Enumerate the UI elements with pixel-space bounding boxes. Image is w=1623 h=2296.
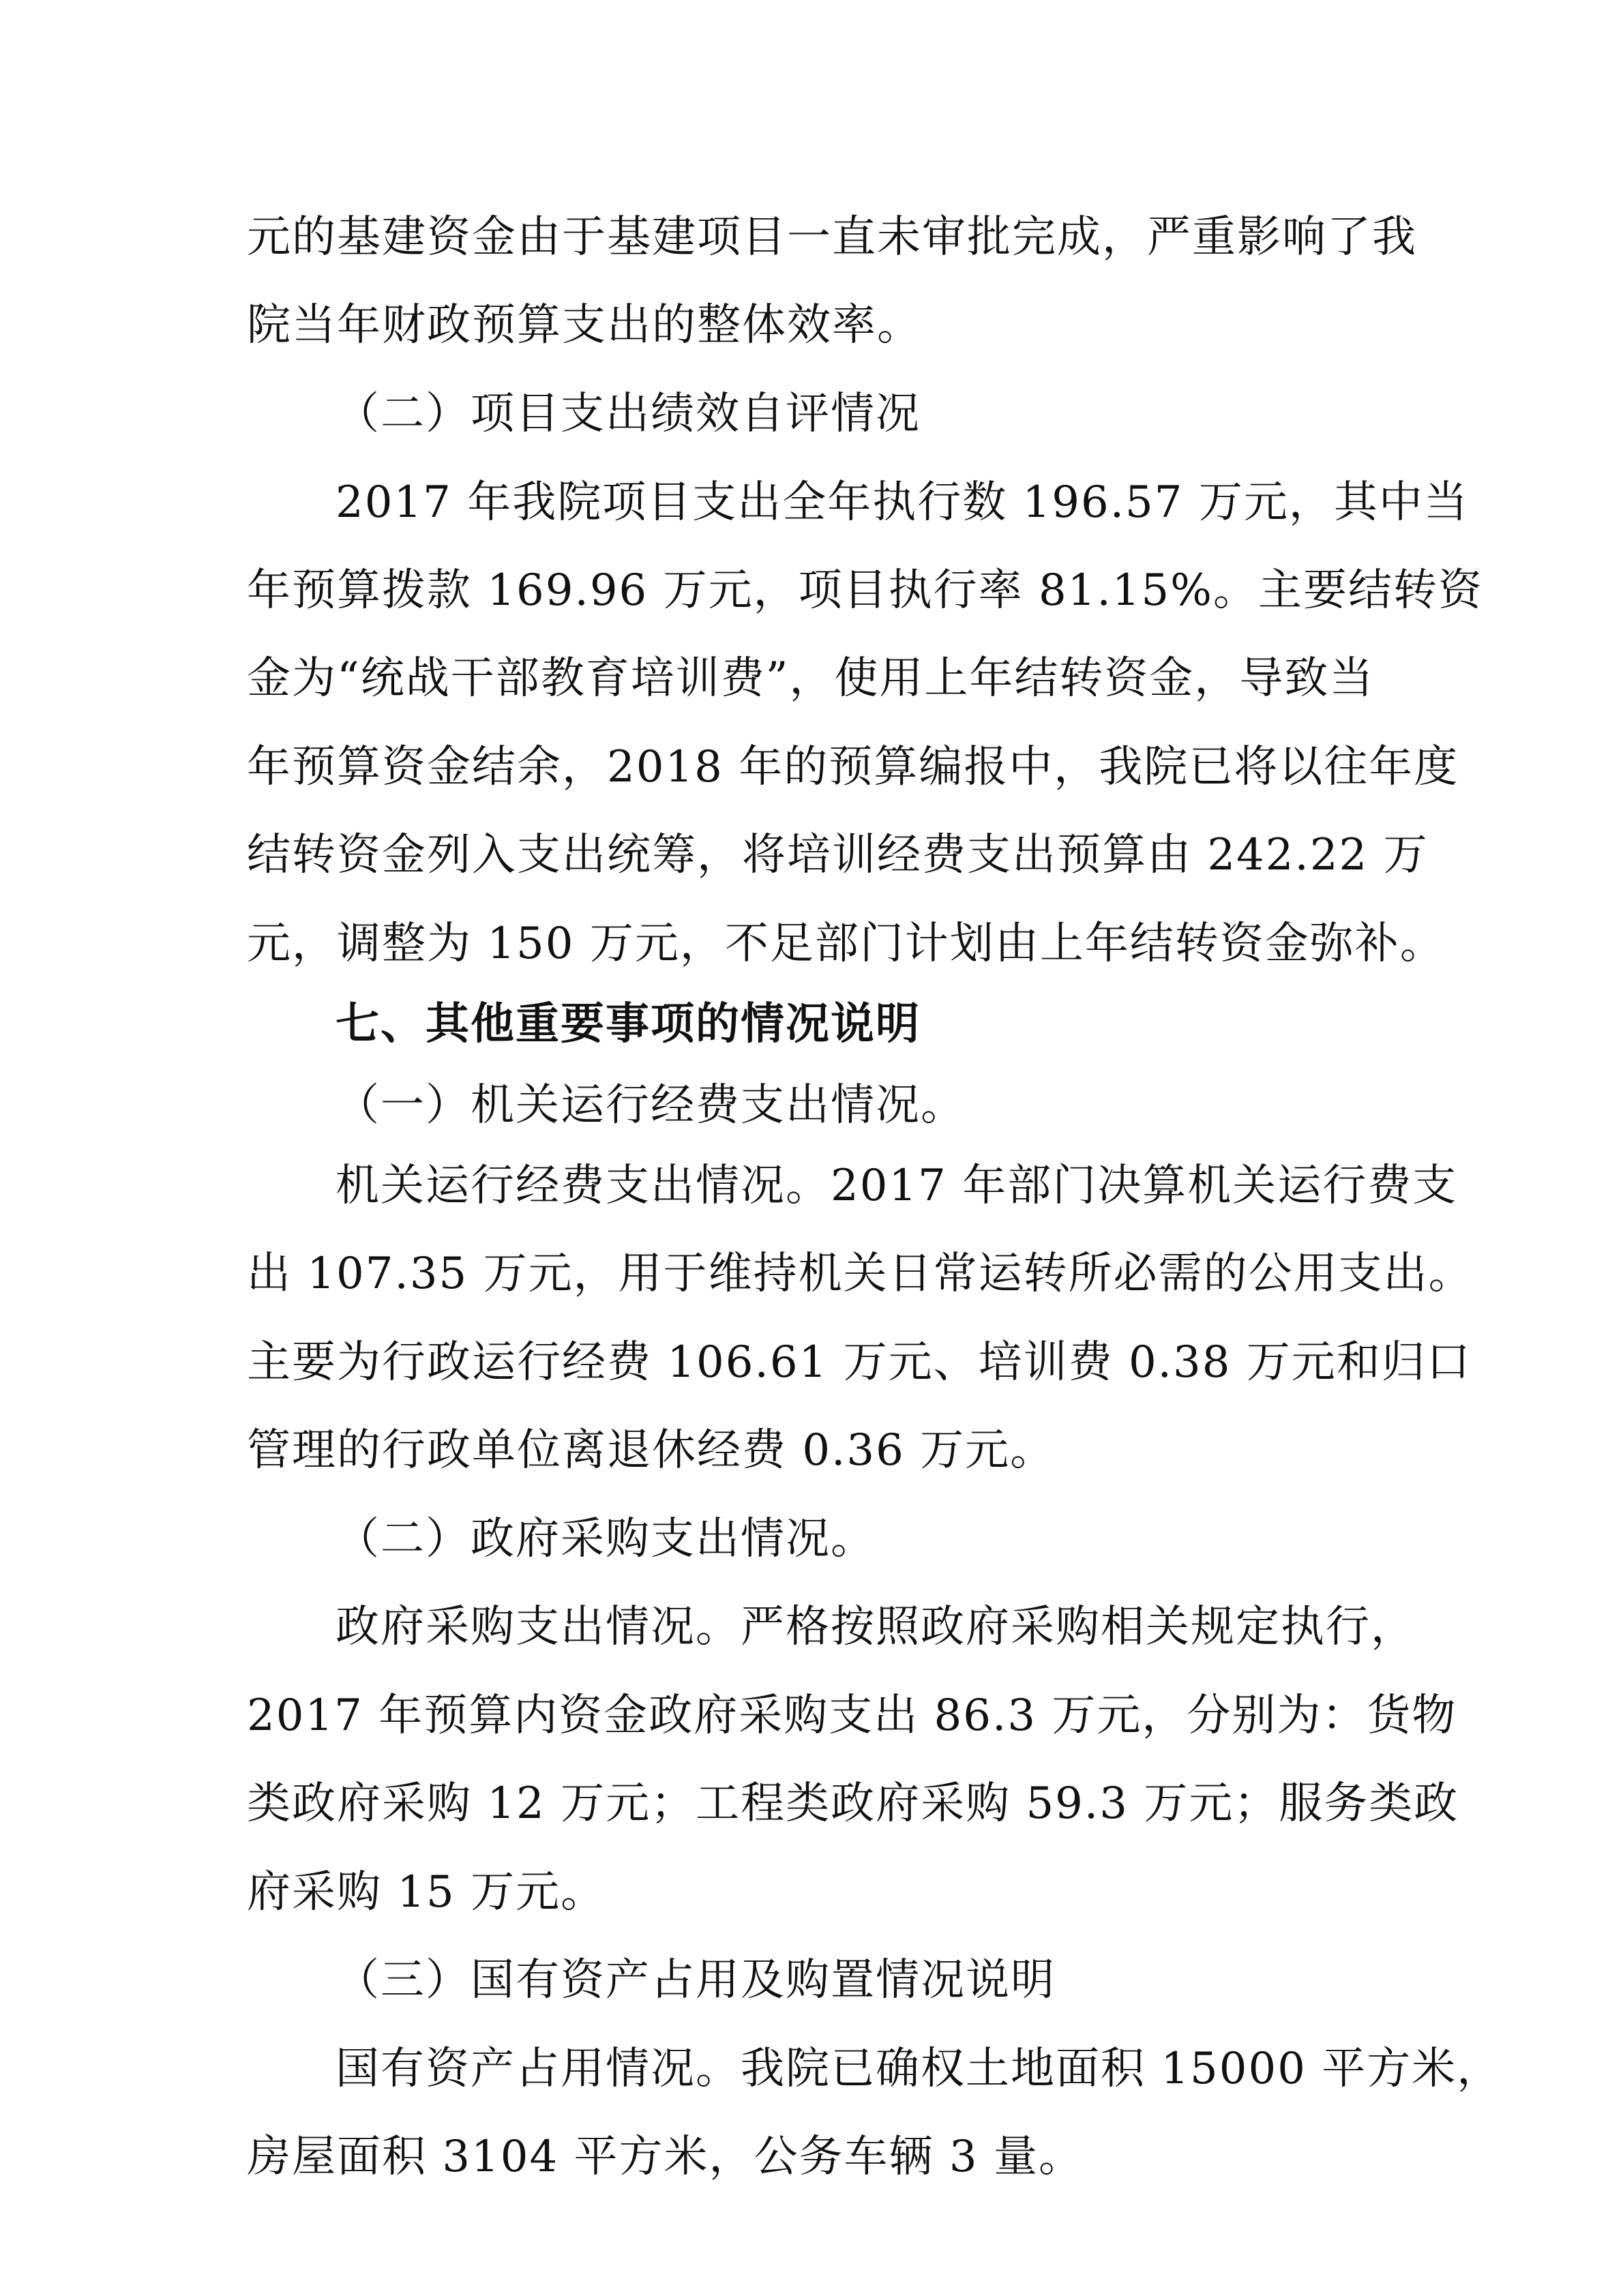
paragraph-line: 出 107.35 万元，用于维持机关日常运转所必需的公用支出。: [247, 1249, 1474, 1299]
paragraph-line: 年预算资金结余，2018 年的预算编报中，我院已将以往年度: [247, 742, 1459, 792]
paragraph-line: 元的基建资金由于基建项目一直未审批完成，严重影响了我: [247, 212, 1417, 263]
paragraph-line: 年预算拨款 169.96 万元，项目执行率 81.15%。主要结转资: [247, 565, 1483, 616]
paragraph-line: 政府采购支出情况。严格按照政府采购相关规定执行，: [336, 1602, 1416, 1652]
paragraph-line: 结转资金列入支出统筹，将培训经费支出预算由 242.22 万: [247, 830, 1429, 880]
paragraph-line: 府采购 15 万元。: [247, 1867, 606, 1918]
section-subheading: （一）机关运行经费支出情况。: [336, 1080, 966, 1131]
paragraph-line: 元，调整为 150 万元，不足部门计划由上年结转资金弥补。: [247, 919, 1445, 969]
paragraph-line: 院当年财政预算支出的整体效率。: [247, 300, 922, 351]
section-heading: 七、其他重要事项的情况说明: [336, 999, 921, 1049]
paragraph-line: 管理的行政单位离退休经费 0.36 万元。: [247, 1425, 1056, 1476]
paragraph-line: 主要为行政运行经费 106.61 万元、培训费 0.38 万元和归口: [247, 1337, 1472, 1388]
paragraph-line: 房屋面积 3104 平方米，公务车辆 3 量。: [247, 2132, 1084, 2182]
section-subheading: （二）政府采购支出情况。: [336, 1514, 876, 1564]
section-subheading: （二）项目支出绩效自评情况: [336, 389, 921, 439]
section-subheading: （三）国有资产占用及购置情况说明: [336, 1955, 1056, 2006]
paragraph-line: 金为“统战干部教育培训费”，使用上年结转资金，导致当: [247, 653, 1375, 704]
paragraph-line: 2017 年预算内资金政府采购支出 86.3 万元，分别为：货物: [247, 1690, 1457, 1741]
paragraph-line: 2017 年我院项目支出全年执行数 196.57 万元，其中当: [336, 477, 1469, 528]
paragraph-line: 国有资产占用情况。我院已确权土地面积 15000 平方米，: [336, 2044, 1502, 2094]
paragraph-line: 机关运行经费支出情况。2017 年部门决算机关运行费支: [336, 1161, 1458, 1211]
paragraph-line: 类政府采购 12 万元；工程类政府采购 59.3 万元；服务类政: [247, 1778, 1459, 1829]
